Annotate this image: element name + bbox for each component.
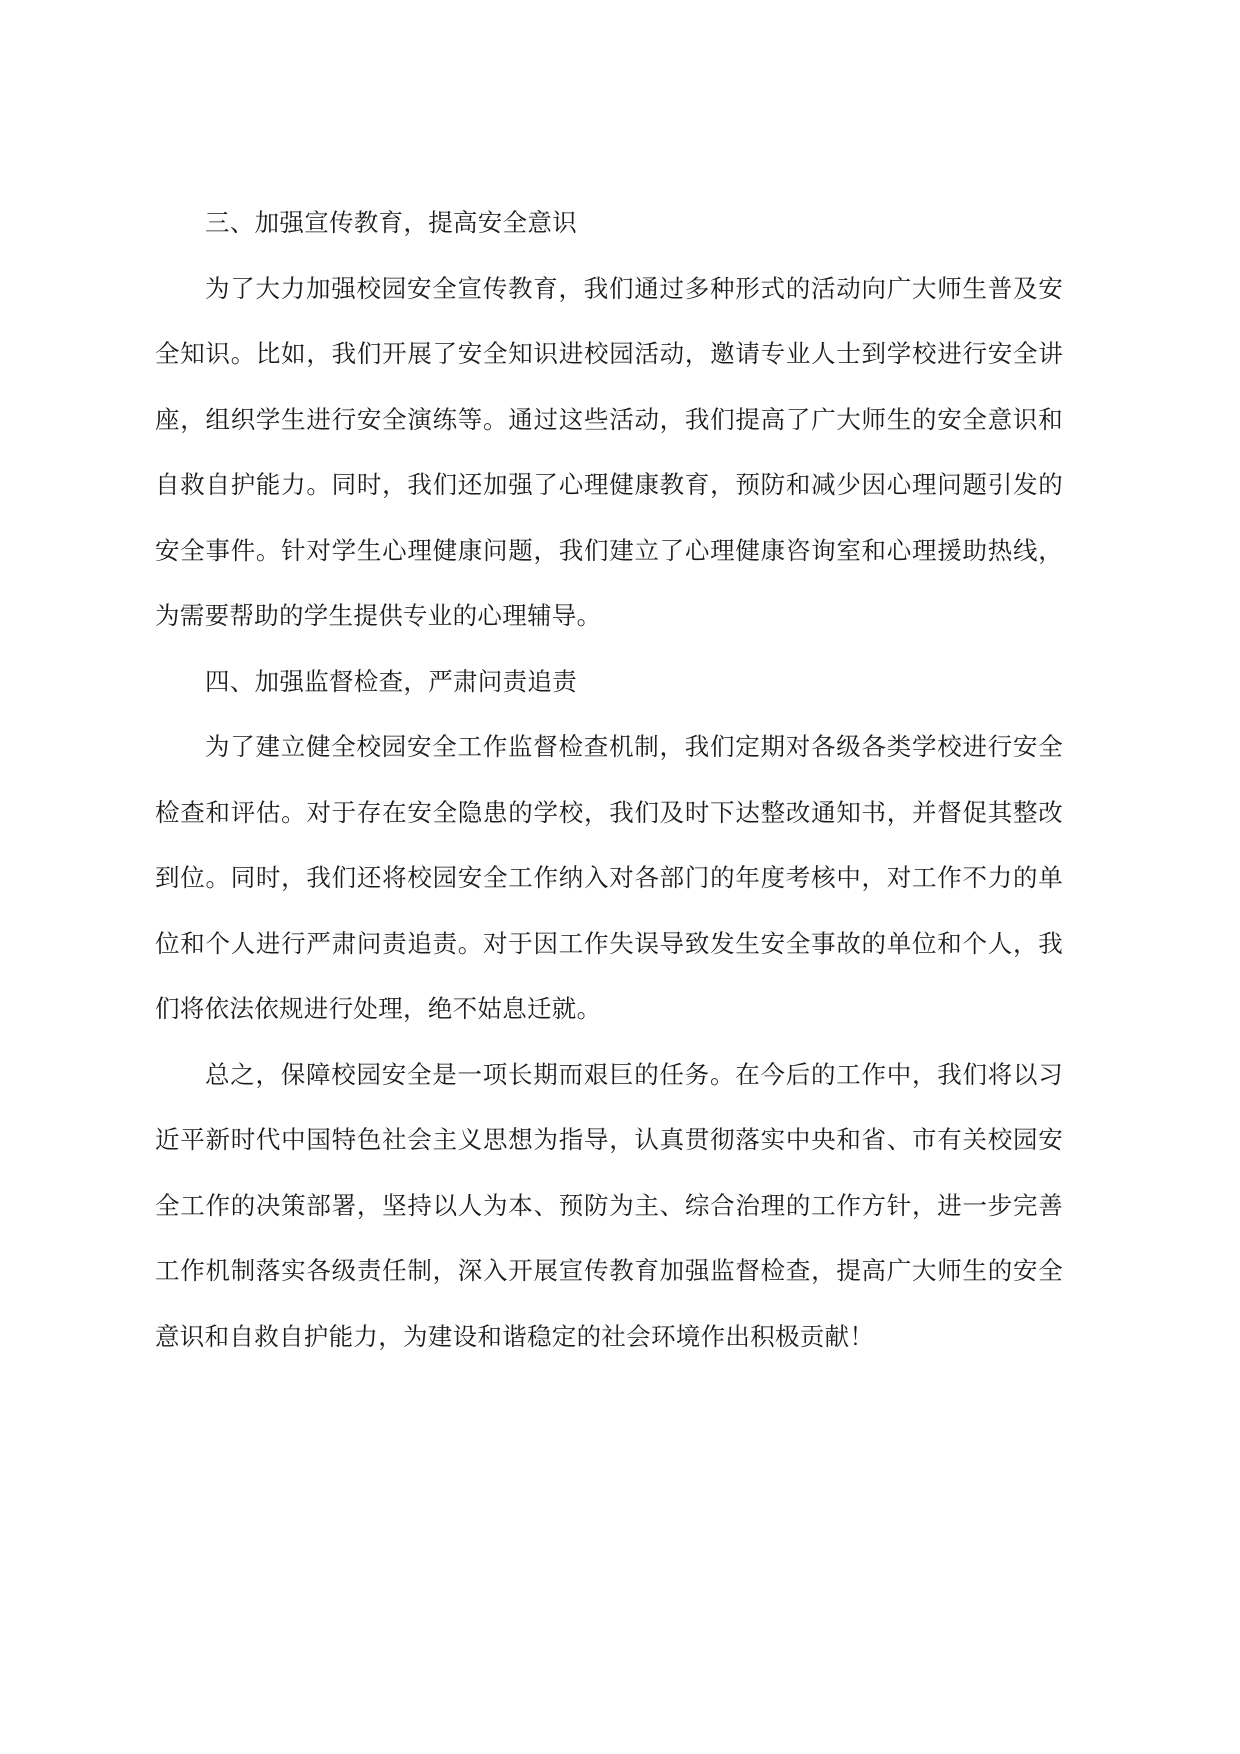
- section-heading-3: 三、加强宣传教育，提高安全意识: [205, 208, 577, 237]
- paragraph-publicity-education: 为了大力加强校园安全宣传教育，我们通过多种形式的活动向广大师生普及安全知识。比如，我们开展了安全知识进校园活动，邀请专业人士到学校进行安全讲座，组织学生进行安全演练等。通过这些活动，我们提高了广大师生的安全意识和自救自护能力。同时，我们还加强了心理健康教育，预防和减少因心理问题引发的安全事件。针对学生心理健康问题，我们建立了心理健康咨询室和心理援助热线，为需要帮助的学生提供专业的心理辅导。: [155, 273, 1063, 630]
- section-heading-4: 四、加强监督检查，严肃问责追责: [205, 666, 577, 696]
- paragraph-supervision: 为了建立健全校园安全工作监督检查机制，我们定期对各级各类学校进行安全检查和评估。对于存在安全隐患的学校，我们及时下达整改通知书，并督促其整改到位。同时，我们还将校园安全工作纳入对各部门的年度考核中，对工作不力的单位和个人进行严肃问责追责。对于因工作失误导致发生安全事故的单位和个人，我们将依法依规进行处理，绝不姑息迁就。: [155, 732, 1063, 1023]
- paragraph-conclusion: 总之，保障校园安全是一项长期而艰巨的任务。在今后的工作中，我们将以习近平新时代中国特色社会主义思想为指导，认真贯彻落实中央和省、市有关校园安全工作的决策部署，坚持以人为本、预防为主、综合治理的工作方针，进一步完善工作机制落实各级责任制，深入开展宣传教育加强监督检查，提高广大师生的安全意识和自救自护能力，为建设和谐稳定的社会环境作出积极贡献！: [155, 1059, 1063, 1351]
- document-page: [155, 190, 1063, 1369]
